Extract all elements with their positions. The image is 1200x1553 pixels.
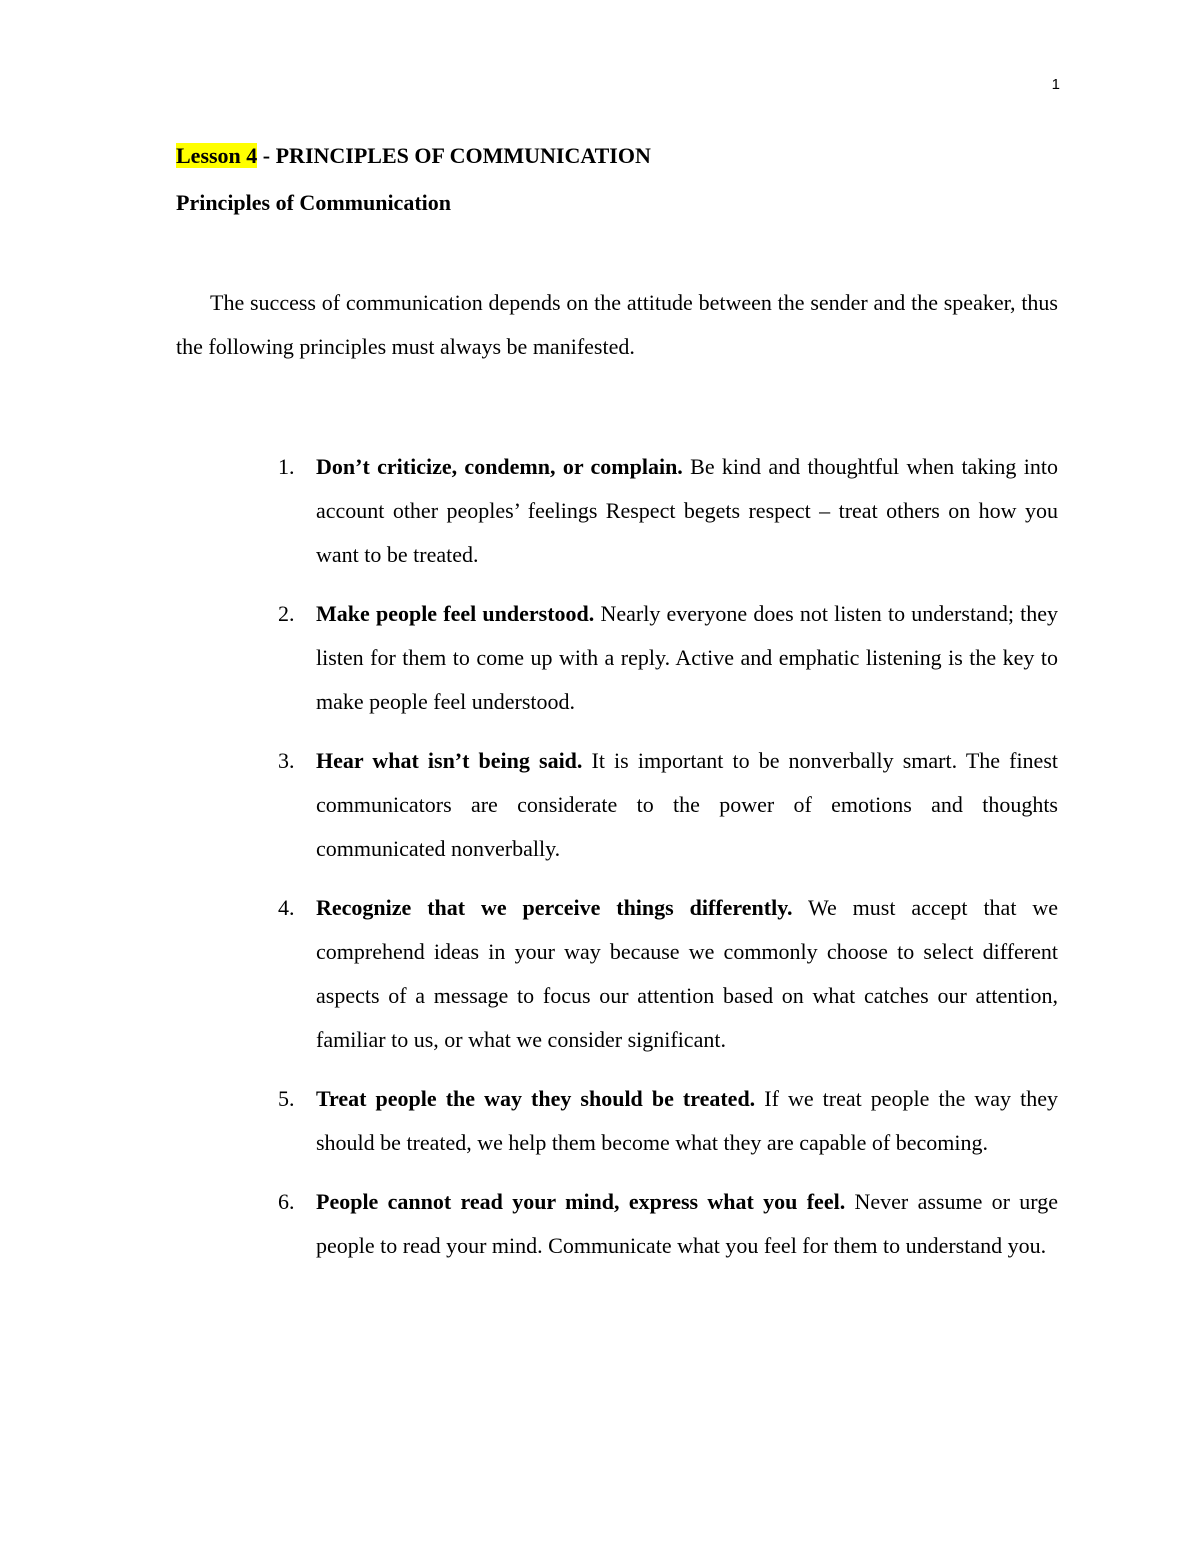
principle-item [278, 1180, 1058, 1268]
principle-item [278, 592, 1059, 724]
page-number: 1 [1051, 76, 1060, 93]
principle-heading: Hear what isn’t being said. [316, 748, 583, 773]
principle-number: 4. [278, 895, 295, 920]
principle-number: 5. [278, 1086, 295, 1111]
lesson-title [176, 143, 651, 169]
principle-item [278, 886, 1059, 1062]
principle-heading: Recognize that we perceive things differently. [316, 895, 793, 920]
principle-item [278, 1077, 1058, 1165]
principle-number: 3. [278, 748, 295, 773]
principle-number: 6. [278, 1189, 295, 1214]
principle-item [278, 445, 1058, 577]
principle-body: Nearly everyone does not listen to understand; they listen for them to come up with a reply. Active and emphatic listening is the key to make people feel understood. [316, 601, 1059, 714]
principle-number: 2. [278, 601, 295, 626]
principle-body: It is important to be nonverbally smart. The finest communicators are considerate to the power of emotions and thoughts communicated nonverbally. [316, 748, 1058, 861]
principle-body: Be kind and thoughtful when taking into account other peoples’ feelings Respect begets respect – treat others on how you want to be treated. [316, 454, 1058, 567]
principle-body: If we treat people the way they should be treated, we help them become what they are capable of becoming. [316, 1086, 1058, 1155]
intro-paragraph: The success of communication depends on the attitude between the sender and the speaker, thus the following principles must always be manifested. [176, 290, 1058, 359]
principle-heading: People cannot read your mind, express what you feel. [316, 1189, 846, 1214]
principle-item [278, 739, 1058, 871]
principle-body: We must accept that we comprehend ideas in your way because we commonly choose to select different aspects of a message to focus our attention based on what catches our attention, familiar to us, or what we consider significant. [316, 895, 1059, 1052]
principle-body: Never assume or urge people to read your mind. Communicate what you feel for them to understand you. [316, 1189, 1058, 1258]
principle-heading: Make people feel understood. [316, 601, 595, 626]
lesson-title-text: - PRINCIPLES OF COMMUNICATION [257, 143, 651, 168]
section-subtitle: Principles of Communication [176, 190, 451, 215]
principle-number: 1. [278, 454, 295, 479]
principle-heading: Treat people the way they should be treated. [316, 1086, 756, 1111]
principle-heading: Don’t criticize, condemn, or complain. [316, 454, 683, 479]
lesson-label-highlight: Lesson 4 [176, 143, 258, 168]
principles-list [278, 445, 1059, 1283]
